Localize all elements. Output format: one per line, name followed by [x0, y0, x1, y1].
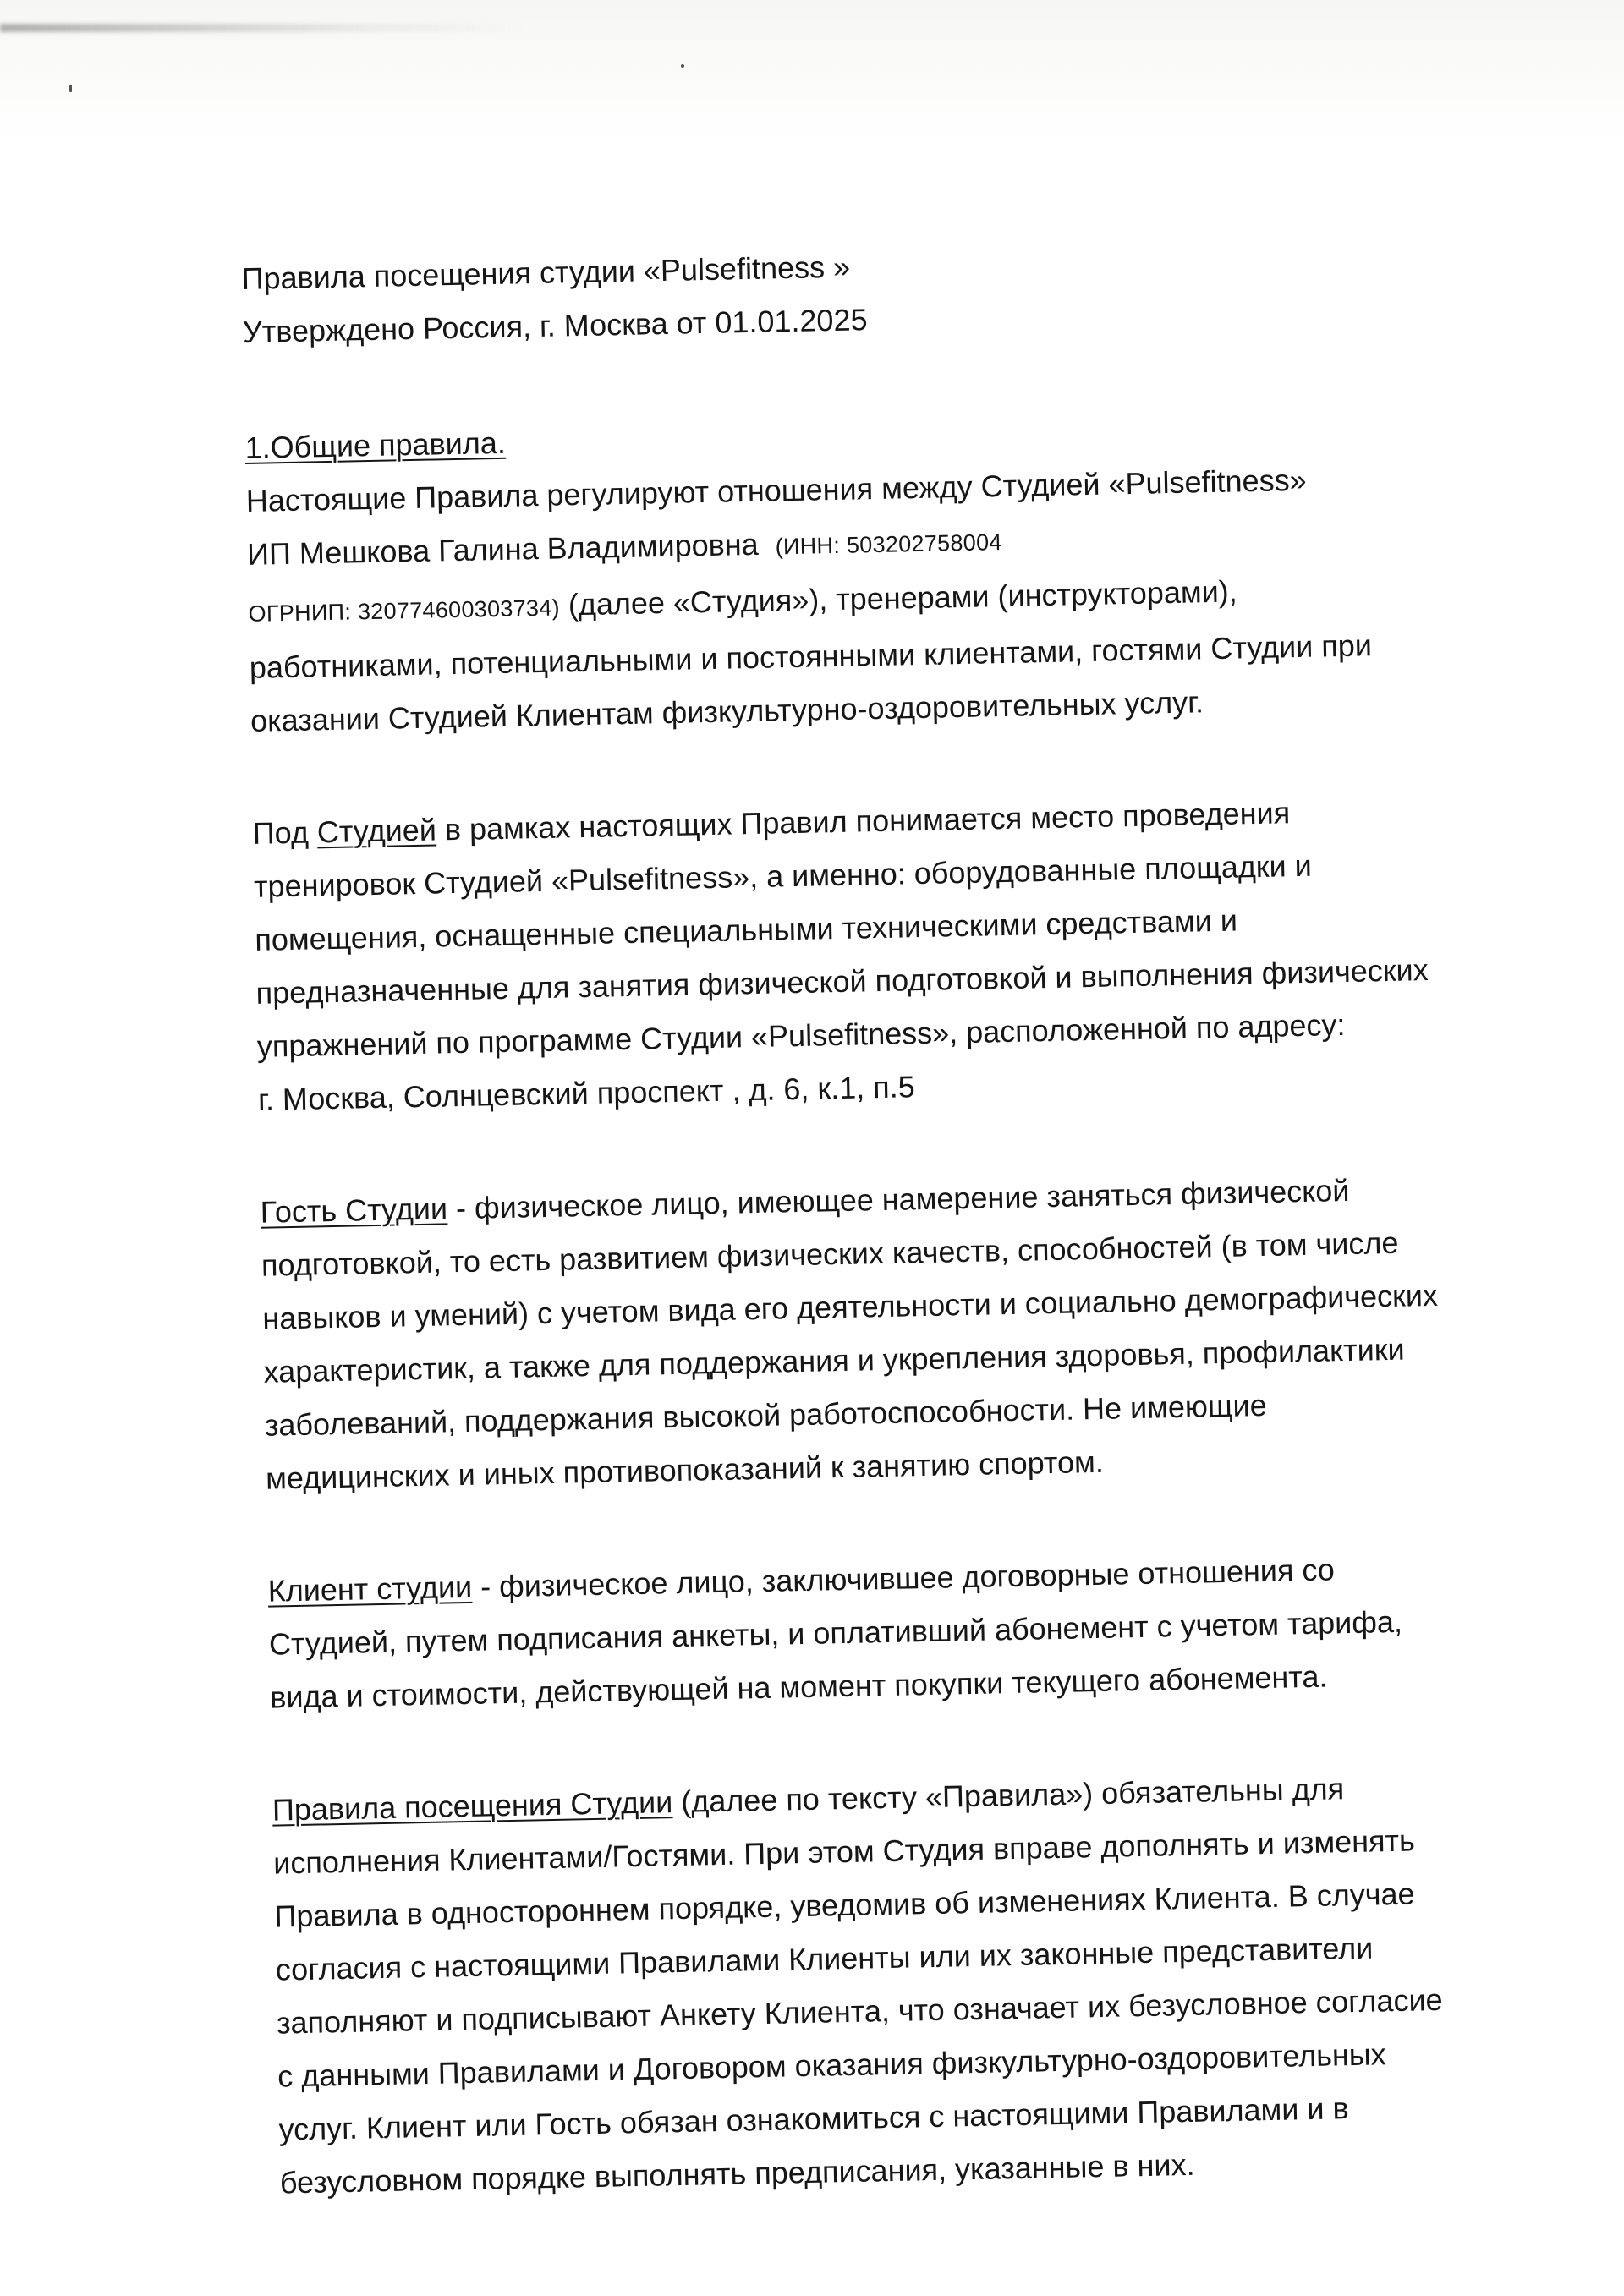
defined-term: Правила посещения Студии — [272, 1784, 673, 1827]
ogrnip-number: ОГРНИП: 320774600303734) — [248, 595, 561, 627]
section-heading-text: 1.Общие правила. — [244, 425, 507, 465]
paragraph-line: Студией, путем подписания анкеты, и оплативший абонемент с учетом тарифа, — [268, 1603, 1403, 1662]
paragraph-line: навыков и умений) с учетом вида его деятельности и социально демографических — [261, 1277, 1439, 1336]
paragraph-text: в рамках настоящих Правил понимается место проведения — [444, 795, 1291, 847]
paragraph-line: Настоящие Правила регулируют отношения между Студией «Pulsefitness» — [245, 462, 1307, 518]
document-title: Правила посещения студии «Pulsefitness » — [241, 249, 851, 296]
defined-term: Студией — [316, 812, 437, 850]
inn-number: (ИНН: 503202758004 — [775, 529, 1002, 560]
paragraph-line: предназначенные для занятия физической подготовкой и выполнения физических — [255, 952, 1429, 1011]
document-body — [241, 227, 1532, 2209]
paragraph-line: с данными Правилами и Договором оказания физкультурно-оздоровительных — [277, 2036, 1387, 2094]
scan-speck — [69, 85, 72, 92]
paragraph-line: упражнений по программе Студии «Pulsefitness», расположенной по адресу: — [256, 1006, 1346, 1064]
paragraph-line: помещения, оснащенные специальными техническими средствами и — [254, 902, 1238, 957]
paragraph-line: Правила в одностороннем порядке, уведомив об изменениях Клиента. В случае — [274, 1876, 1415, 1934]
paragraph-line: тренировок Студией «Pulsefitness», а именно: оборудованные площадки и — [253, 847, 1313, 904]
scan-streak — [0, 24, 524, 32]
paragraph-line: услуг. Клиент или Гость обязан ознакомиться с настоящими Правилами и в — [278, 2091, 1350, 2147]
scan-speck — [681, 64, 684, 68]
paragraph-text: - физическое лицо, заключившее договорные отношения со — [480, 1552, 1336, 1604]
paragraph-line: согласия с настоящими Правилами Клиенты или их законные представители — [275, 1930, 1374, 1987]
paragraph-line: безусловном порядке выполнять предписания, указанные в них. — [279, 2146, 1195, 2200]
paragraph-line: вида и стоимости, действующей на момент покупки текущего абонемента. — [269, 1658, 1328, 1715]
paragraph-line: работниками, потенциальными и постоянными клиентами, гостями Студии при — [249, 627, 1373, 685]
paragraph-line: заболеваний, поддержания высокой работоспособности. Не имеющие — [264, 1387, 1268, 1443]
entrepreneur-name: ИП Мешкова Галина Владимировна — [246, 526, 760, 572]
paragraph-line: заполняют и подписывают Анкету Клиента, что означает их безусловное согласие — [276, 1981, 1443, 2041]
paragraph-text: (далее «Студия»), тренерами (инструкторами), — [568, 573, 1238, 622]
paragraph-text: Под — [252, 814, 310, 851]
paragraph-text: - физическое лицо, имеющее намерение заняться физической — [455, 1172, 1350, 1226]
paragraph-line: характеристик, а также для поддержания и укрепления здоровья, профилактики — [263, 1331, 1405, 1389]
paragraph-line: медицинских и иных противопоказаний к занятию спортом. — [265, 1444, 1105, 1496]
paragraph-line: подготовкой, то есть развитием физических качеств, способностей (в том числе — [261, 1225, 1399, 1283]
paragraph-line: исполнения Клиентами/Гостями. При этом Студия вправе дополнять и изменять — [272, 1822, 1416, 1881]
defined-term: Гость Студии — [260, 1191, 448, 1230]
approval-line: Утверждено Россия, г. Москва от 01.01.2025 — [242, 302, 868, 349]
paragraph-text: (далее по тексту «Правила») обязательны для — [680, 1771, 1345, 1819]
address-line: г. Москва, Солнцевский проспект , д. 6, к.1, п.5 — [257, 1069, 916, 1117]
paragraph-line: оказании Студией Клиентам физкультурно-оздоровительных услуг. — [250, 684, 1204, 738]
defined-term: Клиент студии — [267, 1569, 473, 1608]
